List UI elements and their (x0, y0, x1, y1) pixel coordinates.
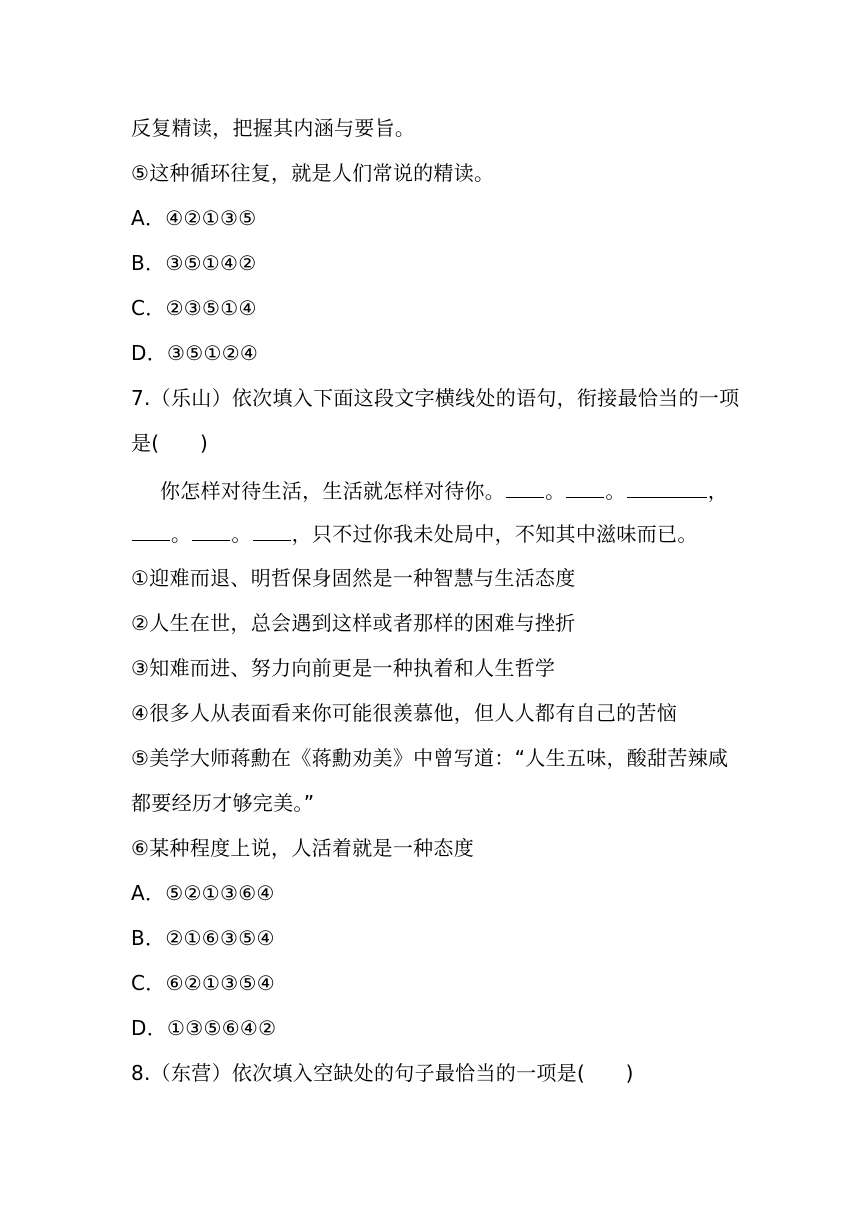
question-7-passage-line-1 (160, 477, 728, 505)
option-c: C．⑥②①③⑤④ (131, 971, 275, 995)
option-c: C．②③⑤①④ (131, 296, 257, 320)
passage-sep: 。 (605, 479, 626, 503)
passage-sep: ， (707, 479, 729, 503)
fill-blank (566, 477, 604, 498)
sentence-4: ④很多人从表面看来你可能很羡慕他，但人人都有自己的苦恼 (131, 701, 678, 725)
fill-blank (253, 520, 291, 541)
fill-blank (192, 520, 230, 541)
sentence-6: ⑥某种程度上说，人活着就是一种态度 (131, 836, 475, 860)
passage-text: 你怎样对待生活，生活就怎样对待你。 (160, 479, 506, 503)
text-line: 反复精读，把握其内涵与要旨。 (131, 116, 416, 140)
option-b: B．③⑤①④② (131, 251, 257, 275)
question-7-title-cont: 是( ) (131, 431, 209, 455)
sentence-1: ①迎难而退、明哲保身固然是一种智慧与生活态度 (131, 566, 576, 590)
sentence-3: ③知难而进、努力向前更是一种执着和人生哲学 (131, 656, 556, 680)
fill-blank (627, 477, 707, 498)
passage-sep: 。 (231, 522, 252, 546)
option-d: D．①③⑤⑥④② (131, 1016, 277, 1040)
option-d: D．③⑤①②④ (131, 341, 259, 365)
option-a: A．④②①③⑤ (131, 206, 257, 230)
sentence-2: ②人生在世，总会遇到这样或者那样的困难与挫折 (131, 611, 576, 635)
fill-blank (506, 477, 544, 498)
sentence-5-cont: 都要经历才够完美。” (131, 791, 315, 815)
question-7-passage-line-2 (131, 520, 698, 548)
text-line: ⑤这种循环往复，就是人们常说的精读。 (131, 161, 495, 185)
question-7-title: 7.（乐山）依次填入下面这段文字横线处的语句，衔接最恰当的一项 (131, 386, 740, 410)
sentence-5: ⑤美学大师蒋勳在《蒋勳劝美》中曾写道：“人生五味，酸甜苦辣咸 (131, 746, 729, 770)
option-a: A．⑤②①③⑥④ (131, 881, 275, 905)
fill-blank (132, 520, 170, 541)
option-b: B．②①⑥③⑤④ (131, 926, 275, 950)
passage-sep: 。 (545, 479, 566, 503)
question-8-title: 8.（东营）依次填入空缺处的句子最恰当的一项是( ) (131, 1061, 634, 1085)
passage-sep: 。 (171, 522, 192, 546)
passage-text: ，只不过你我未处局中，不知其中滋味而已。 (291, 522, 698, 546)
